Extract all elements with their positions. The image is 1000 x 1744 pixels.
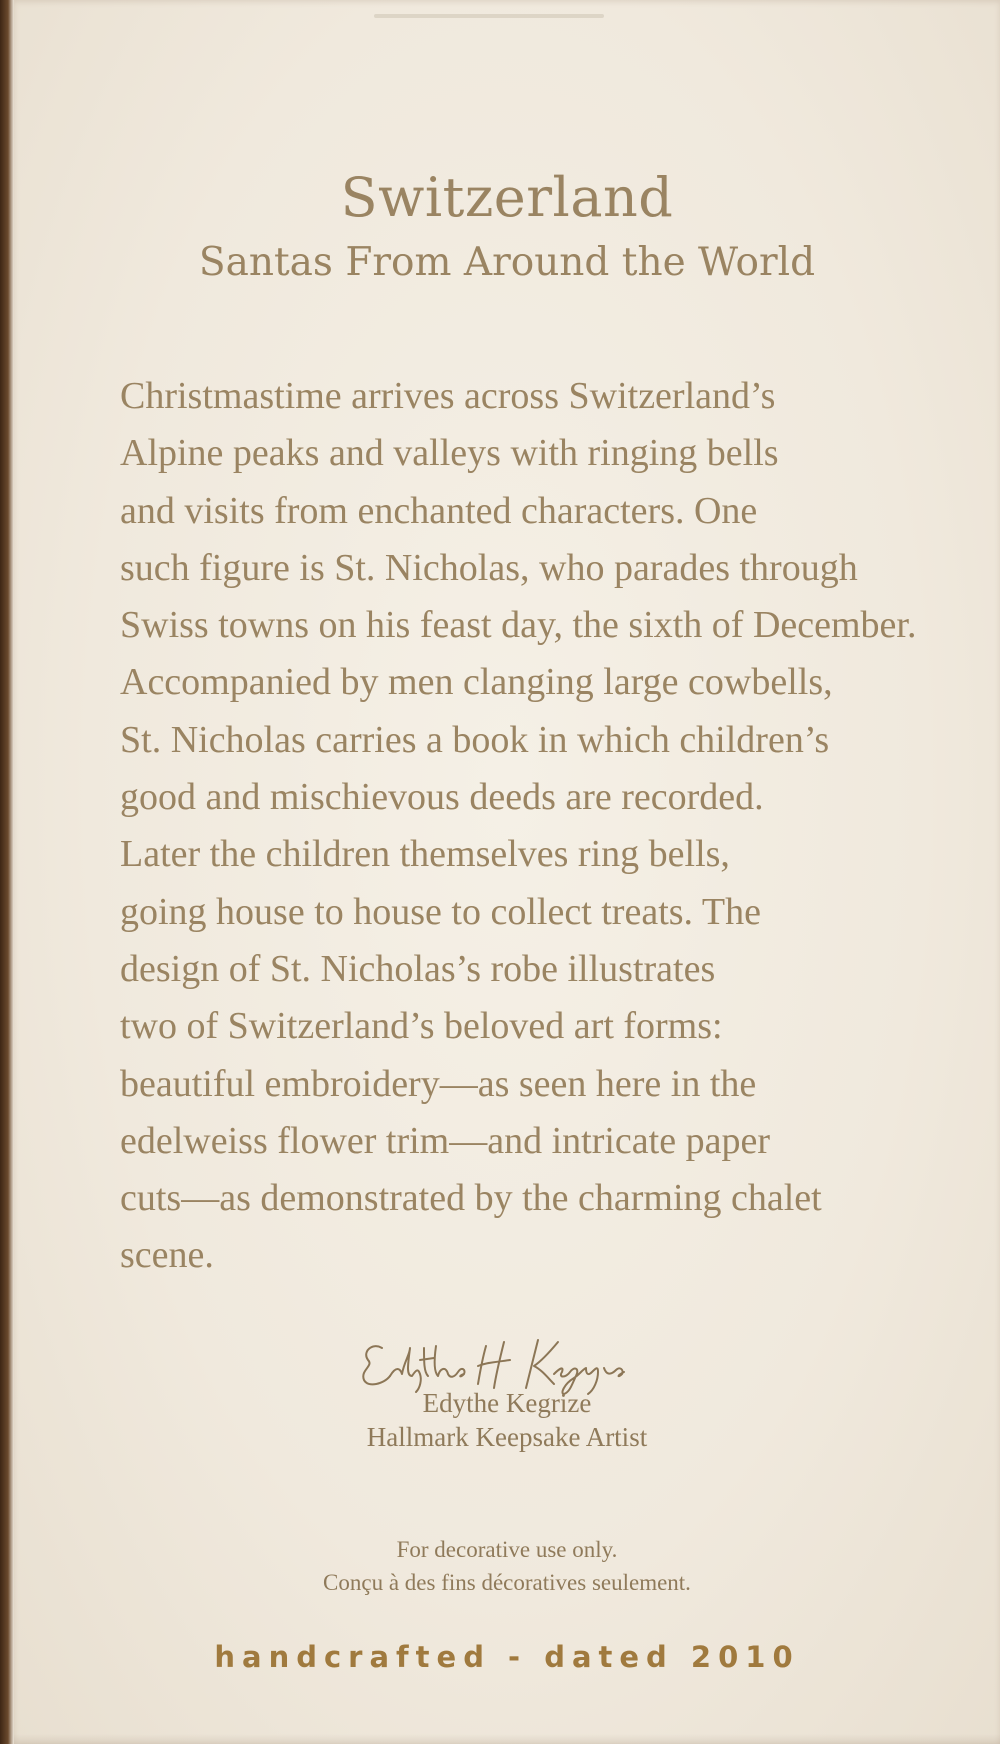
description-line: Alpine peaks and valleys with ringing bells xyxy=(120,432,779,475)
decorative-notice-french: Conçu à des fins décoratives seulement. xyxy=(323,1570,691,1595)
description-line: cuts—as demonstrated by the charming chalet xyxy=(120,1177,822,1220)
box-panel xyxy=(14,0,1000,1744)
description-line: scene. xyxy=(120,1234,214,1277)
description-line: beautiful embroidery—as seen here in the xyxy=(120,1062,757,1105)
artist-name: Edythe Kegrize xyxy=(422,1388,592,1418)
decorative-notice-english: For decorative use only. xyxy=(396,1537,618,1562)
box-flap-edge xyxy=(374,14,604,18)
description-line: such figure is St. Nicholas, who parades through xyxy=(120,546,858,589)
description-line: edelweiss flower trim—and intricate paper xyxy=(120,1119,770,1162)
description-line: Christmastime arrives across Switzerland’s xyxy=(120,375,776,417)
description-line: Swiss towns on his feast day, the sixth of December. xyxy=(120,604,917,647)
handcrafted-dated-label: handcrafted - dated 2010 xyxy=(214,1640,800,1674)
description-line: and visits from enchanted characters. One xyxy=(120,489,758,532)
artist-signature xyxy=(354,1318,674,1398)
description-line: two of Switzerland’s beloved art forms: xyxy=(120,1005,723,1048)
box-bottom-edge xyxy=(14,1734,1000,1744)
description-line: St. Nicholas carries a book in which children’s xyxy=(120,718,830,761)
description-text xyxy=(120,368,920,1285)
artist-role: Hallmark Keepsake Artist xyxy=(366,1422,648,1452)
description-line: Accompanied by men clanging large cowbells, xyxy=(120,661,833,704)
description-line: Later the children themselves ring bells, xyxy=(120,833,730,876)
description-line: going house to house to collect treats. The xyxy=(120,890,761,933)
description-line: design of St. Nicholas’s robe illustrates xyxy=(120,947,716,990)
page-title: Switzerland xyxy=(340,166,674,229)
page-subtitle: Santas From Around the World xyxy=(198,240,816,285)
description-line: good and mischievous deeds are recorded. xyxy=(120,776,764,819)
